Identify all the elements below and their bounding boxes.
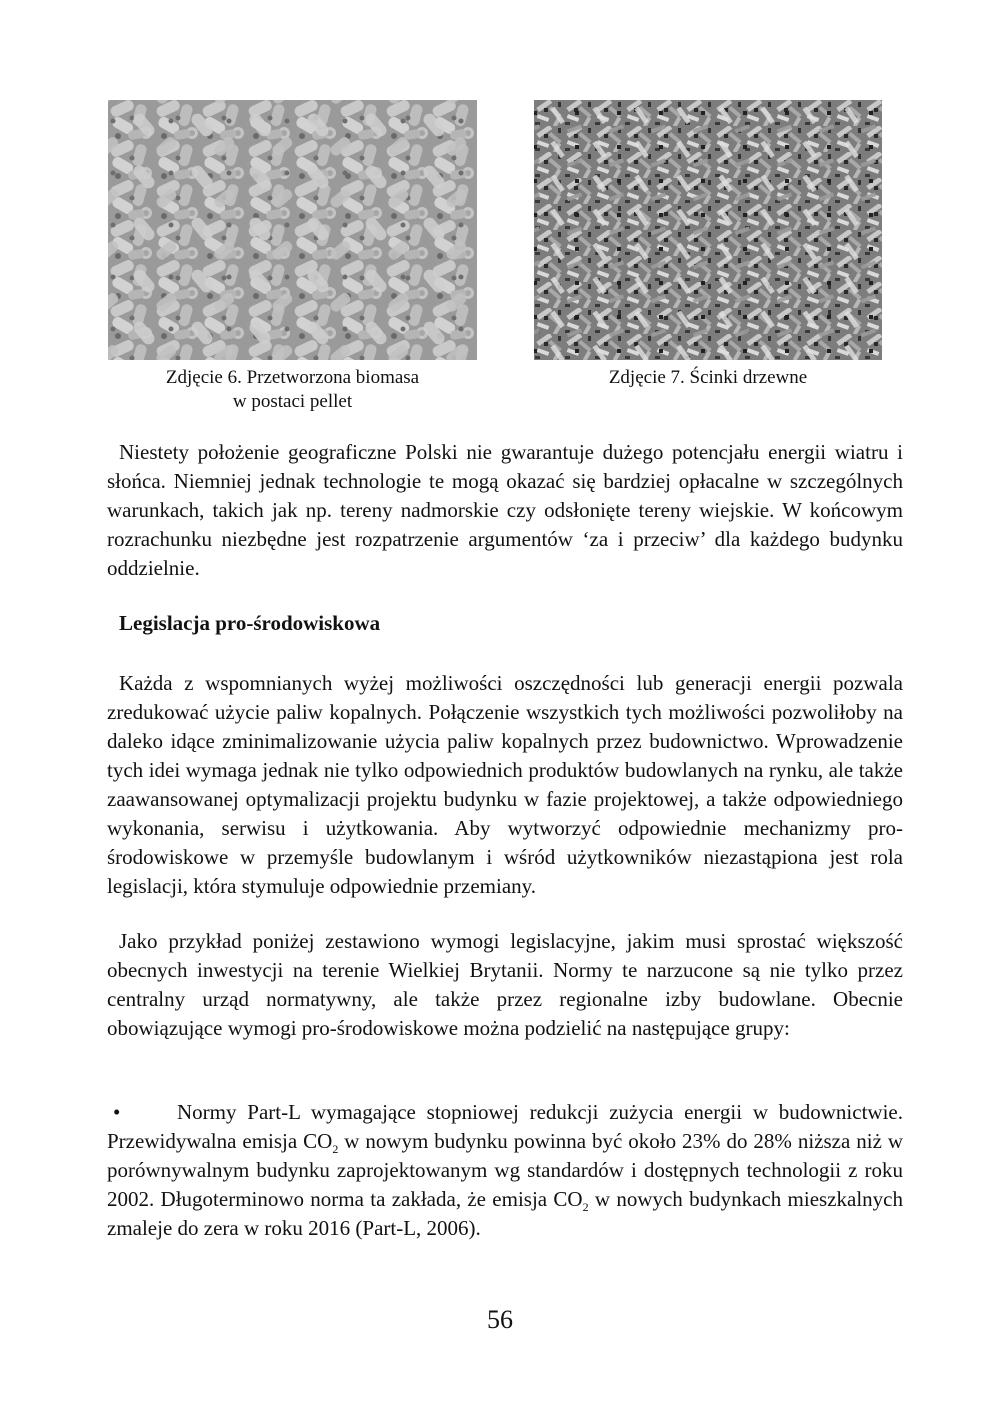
wood-chips-texture-image [534,100,882,360]
list-item-text: Normy Part-L wymagające stopniowej redukcji zużycia energii w budownictwie. Przewidywalna emisja CO [107,1100,903,1153]
figure-caption-6 [108,366,477,414]
figure-caption-7 [534,366,882,390]
paragraph-uk-requirements: Jako przykład poniżej zestawiono wymogi legislacyjne, jakim musi sprostać większość obecnych inwestycji na terenie Wielkiej Brytanii. Normy te narzucone są nie tylko przez centralny urząd normatywny, ale także przez regionalne izby budowlane. Obecnie obowiązujące wymogi pro-środowiskowe można podzielić na następujące grupy: [107,929,903,1040]
list-item [107,1098,903,1243]
section-heading: Legislacja pro-środowiskowa [119,611,381,635]
pellet-texture-image [108,100,477,360]
page-number: 56 [487,1305,513,1334]
caption-line: Zdjęcie 6. Przetworzona biomasa [165,367,420,388]
pellet-biomass-photo [108,100,477,360]
wood-chips-photo [534,100,882,360]
bullet-icon: • [113,1100,121,1124]
subscript: 2 [332,1142,339,1156]
paragraph-fossil-fuels: Każda z wspomnianych wyżej możliwości oszczędności lub generacji energii pozwala zredukować użycie paliw kopalnych. Połączenie wszystkich tych możliwości pozwoliłoby na daleko idące zminimalizowanie użycia paliw kopalnych przez budownictwo. Wprowadzenie tych idei wymaga jednak nie tylko odpowiednich produktów budowlanych na rynku, ale także zaawansowanej optymalizacji projektu budynku w fazie projektowej, a także odpowiedniego wykonania, serwisu i użytkowania. Aby wytworzyć odpowiednie mechanizmy pro-środowiskowe w przemyśle budowlanym i wśród użytkowników niezastąpiona jest rola legislacji, która stymuluje odpowiednie przemiany. [107,671,903,898]
list-item-text: w nowych budynkach mieszkalnych zmaleje do zera w roku 2016 (Part-L, 2006). [107,1187,903,1240]
paragraph-wind-solar: Niestety położenie geograficzne Polski nie gwarantuje dużego potencjału energii wiatru i słońca. Niemniej jednak technologie te mogą okazać się bardziej opłacalne w szczególnych warunkach, takich jak np. tereny nadmorskie czy odsłonięte tereny wiejskie. W końcowym rozrachunku niezbędne jest rozpatrzenie argumentów ‘za i przeciw’ dla każdego budynku oddzielnie. [107,440,903,580]
caption-line: Zdjęcie 7. Ścinki drzewne [608,367,808,388]
list-item-text: w nowym budynku powinna być około 23% do 28% niższa niż w porównywalnym budynku zaprojektowanym wg standardów i dostępnych technologii z roku 2002. Długoterminowo norma ta zakłada, że emisja CO [107,1129,903,1211]
caption-line: w postaci pellet [232,391,353,412]
subscript: 2 [582,1200,589,1214]
bullet-list [107,1098,903,1243]
